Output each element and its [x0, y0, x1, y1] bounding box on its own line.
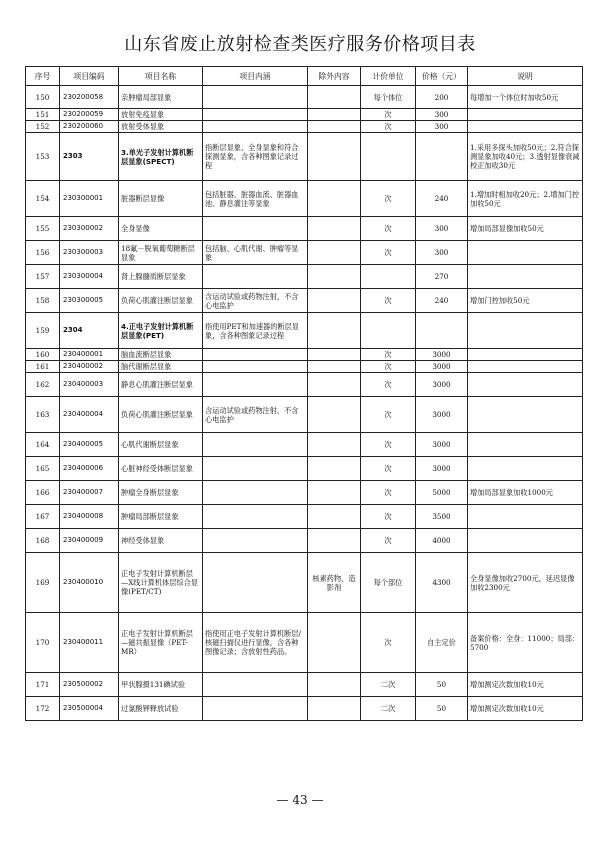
row-number: 161 [26, 361, 60, 373]
note [468, 121, 583, 133]
pricing-unit: 次 [361, 121, 416, 133]
row-number: 169 [26, 553, 60, 613]
header-excluded: 除外内容 [308, 67, 361, 86]
price: 50 [416, 673, 468, 697]
row-number: 165 [26, 457, 60, 481]
item-name: 3.单光子发射计算机断层显象(SPECT) [119, 133, 203, 181]
pricing-unit: 次 [361, 361, 416, 373]
excluded-content [308, 217, 361, 241]
excluded-content [308, 481, 361, 505]
price: 200 [416, 86, 468, 109]
page-number: — 43 — [276, 793, 324, 807]
pricing-unit: 次 [361, 397, 416, 433]
item-name: 甲状腺摄131碘试验 [119, 673, 203, 697]
item-code: 230400004 [60, 397, 119, 433]
item-name: 4.正电子发射计算机断层显象(PET) [119, 313, 203, 349]
item-code: 230400001 [60, 349, 119, 361]
table-row [26, 673, 583, 697]
note: 1.采用多探头加收50元；2.符合探测显象加收40元；3.透射显像衰减校正加收30元 [468, 133, 583, 181]
excluded-content [308, 613, 361, 673]
row-number: 155 [26, 217, 60, 241]
note: 备案价格：全身：11000；局部：5700 [468, 613, 583, 673]
item-name: 心肌代谢断层显象 [119, 433, 203, 457]
pricing-unit: 次 [361, 181, 416, 217]
note: 1.增加时相加收20元；2.增加门控加收50元 [468, 181, 583, 217]
table-row [26, 181, 583, 217]
table-header-row [26, 67, 583, 86]
price: 5000 [416, 481, 468, 505]
item-name: 脏器断层显像 [119, 181, 203, 217]
table-row [26, 361, 583, 373]
table-row [26, 265, 583, 289]
price: 50 [416, 697, 468, 721]
item-code: 230400003 [60, 373, 119, 397]
note: 每增加一个体位时加收50元 [468, 86, 583, 109]
price: 4300 [416, 553, 468, 613]
item-code: 2303 [60, 133, 119, 181]
price: 270 [416, 265, 468, 289]
table-row [26, 241, 583, 265]
note: 增加门控加收50元 [468, 289, 583, 313]
note: 增加局部显像加收50元 [468, 217, 583, 241]
item-content [203, 121, 308, 133]
item-code: 230400009 [60, 529, 119, 553]
pricing-unit [361, 265, 416, 289]
item-name: 过氯酸钾释放试验 [119, 697, 203, 721]
pricing-unit: 次 [361, 241, 416, 265]
item-name: 正电子发射计算机断层—磁共振显像（PET-MR） [119, 613, 203, 673]
row-number: 157 [26, 265, 60, 289]
excluded-content [308, 457, 361, 481]
item-name: 静息心肌灌注断层显象 [119, 373, 203, 397]
item-content: 指使用PET和加速器的断层显象，含各种图象记录过程 [203, 313, 308, 349]
item-name: 肾上腺髓质断层显象 [119, 265, 203, 289]
excluded-content [308, 313, 361, 349]
item-content [203, 457, 308, 481]
row-number: 152 [26, 121, 60, 133]
item-code: 230400002 [60, 361, 119, 373]
price: 3000 [416, 457, 468, 481]
pricing-unit: 次 [361, 109, 416, 121]
excluded-content [308, 433, 361, 457]
pricing-unit: 次 [361, 529, 416, 553]
item-code: 230400008 [60, 505, 119, 529]
row-number: 163 [26, 397, 60, 433]
item-code: 230300003 [60, 241, 119, 265]
note: 全身显像加收2700元，延迟显像加收2300元 [468, 553, 583, 613]
item-name: 18氟－脱氧葡萄糖断层显象 [119, 241, 203, 265]
table-row [26, 553, 583, 613]
item-content [203, 505, 308, 529]
price: 300 [416, 241, 468, 265]
note [468, 373, 583, 397]
pricing-unit: 次 [361, 217, 416, 241]
table-row [26, 289, 583, 313]
excluded-content [308, 265, 361, 289]
note [468, 529, 583, 553]
item-code: 230300001 [60, 181, 119, 217]
excluded-content [308, 86, 361, 109]
price: 240 [416, 181, 468, 217]
row-number: 168 [26, 529, 60, 553]
table-row [26, 505, 583, 529]
item-content: 指使用正电子发射计算机断层/核磁扫描仪进行显像，含各种图像记录；含放射性药品。 [203, 613, 308, 673]
pricing-unit [361, 133, 416, 181]
item-content [203, 373, 308, 397]
price: 3500 [416, 505, 468, 529]
pricing-unit: 次 [361, 457, 416, 481]
table-row [26, 397, 583, 433]
item-name: 心脏神经受体断层显象 [119, 457, 203, 481]
item-code: 2304 [60, 313, 119, 349]
item-code: 230300005 [60, 289, 119, 313]
excluded-content [308, 361, 361, 373]
note [468, 433, 583, 457]
price: 4000 [416, 529, 468, 553]
row-number: 151 [26, 109, 60, 121]
item-name: 正电子发射计算机断层—X线计算机体层综合显像(PET/CT) [119, 553, 203, 613]
item-code: 230300002 [60, 217, 119, 241]
item-name: 脑血流断层显象 [119, 349, 203, 361]
item-content: 指断层显象、全身显象和符合探测显象，含各种图象记录过程 [203, 133, 308, 181]
row-number: 156 [26, 241, 60, 265]
pricing-unit: 每个体位 [361, 86, 416, 109]
note [468, 505, 583, 529]
row-number: 150 [26, 86, 60, 109]
row-number: 172 [26, 697, 60, 721]
table-row [26, 121, 583, 133]
item-code: 230500002 [60, 673, 119, 697]
table-row [26, 313, 583, 349]
table-body [26, 86, 583, 721]
item-content [203, 217, 308, 241]
excluded-content [308, 673, 361, 697]
price: 300 [416, 109, 468, 121]
header-name: 项目名称 [119, 67, 203, 86]
table-row [26, 86, 583, 109]
header-price: 价格（元） [416, 67, 468, 86]
item-content [203, 481, 308, 505]
table-row [26, 457, 583, 481]
table-row [26, 613, 583, 673]
item-code: 230500004 [60, 697, 119, 721]
table-row [26, 217, 583, 241]
excluded-content [308, 109, 361, 121]
item-code: 230400011 [60, 613, 119, 673]
pricing-unit: 次 [361, 613, 416, 673]
table-row [26, 133, 583, 181]
price: 自主定价 [416, 613, 468, 673]
table-row [26, 349, 583, 361]
excluded-content [308, 289, 361, 313]
item-content [203, 433, 308, 457]
header-no: 序号 [26, 67, 60, 86]
item-name: 脑代谢断层显象 [119, 361, 203, 373]
header-code: 项目编码 [60, 67, 119, 86]
excluded-content [308, 505, 361, 529]
row-number: 171 [26, 673, 60, 697]
table-row [26, 481, 583, 505]
item-code: 230200060 [60, 121, 119, 133]
table-row [26, 109, 583, 121]
price [416, 313, 468, 349]
note: 增加测定次数加收10元 [468, 673, 583, 697]
item-code: 230200058 [60, 86, 119, 109]
item-name: 全身显像 [119, 217, 203, 241]
item-code: 230400006 [60, 457, 119, 481]
item-content [203, 86, 308, 109]
excluded-content [308, 373, 361, 397]
pricing-unit: 次 [361, 481, 416, 505]
price [416, 133, 468, 181]
row-number: 158 [26, 289, 60, 313]
item-content [203, 553, 308, 613]
item-name: 肿瘤局部断层显象 [119, 505, 203, 529]
pricing-unit: 每个部位 [361, 553, 416, 613]
table-row [26, 529, 583, 553]
note [468, 397, 583, 433]
pricing-unit: 次 [361, 289, 416, 313]
row-number: 170 [26, 613, 60, 673]
excluded-content [308, 397, 361, 433]
note: 增加测定次数加收10元 [468, 697, 583, 721]
item-name: 负荷心肌灌注断层显象 [119, 397, 203, 433]
excluded-content [308, 529, 361, 553]
excluded-content [308, 241, 361, 265]
pricing-unit: 次 [361, 349, 416, 361]
note [468, 313, 583, 349]
excluded-content: 核素药物，造影剂 [308, 553, 361, 613]
header-content: 项目内涵 [203, 67, 308, 86]
price: 3000 [416, 349, 468, 361]
item-content [203, 349, 308, 361]
note [468, 265, 583, 289]
header-unit: 计价单位 [361, 67, 416, 86]
item-content: 包括脑、心肌代谢、肿瘤等显象 [203, 241, 308, 265]
item-name: 负荷心肌灌注断层显象 [119, 289, 203, 313]
excluded-content [308, 181, 361, 217]
table-row [26, 697, 583, 721]
excluded-content [308, 133, 361, 181]
note: 增加局部显象加收1000元 [468, 481, 583, 505]
item-code: 230200059 [60, 109, 119, 121]
row-number: 160 [26, 349, 60, 361]
row-number: 159 [26, 313, 60, 349]
excluded-content [308, 349, 361, 361]
row-number: 166 [26, 481, 60, 505]
item-name: 神经受体显象 [119, 529, 203, 553]
note [468, 361, 583, 373]
row-number: 167 [26, 505, 60, 529]
row-number: 153 [26, 133, 60, 181]
page-title: 山东省废止放射检查类医疗服务价格项目表 [124, 34, 476, 55]
row-number: 164 [26, 433, 60, 457]
item-content [203, 361, 308, 373]
row-number: 154 [26, 181, 60, 217]
price: 300 [416, 121, 468, 133]
pricing-unit [361, 313, 416, 349]
price-table [25, 66, 583, 721]
pricing-unit: 次 [361, 373, 416, 397]
row-number: 162 [26, 373, 60, 397]
item-code: 230400007 [60, 481, 119, 505]
item-content: 含运动试验或药物注射，不含心电监护 [203, 397, 308, 433]
note [468, 241, 583, 265]
price: 3000 [416, 361, 468, 373]
item-name: 放射免疫显象 [119, 109, 203, 121]
pricing-unit: 二次 [361, 697, 416, 721]
item-content [203, 109, 308, 121]
note [468, 349, 583, 361]
pricing-unit: 二次 [361, 673, 416, 697]
pricing-unit: 次 [361, 505, 416, 529]
item-content [203, 265, 308, 289]
price: 300 [416, 217, 468, 241]
excluded-content [308, 121, 361, 133]
price: 3000 [416, 373, 468, 397]
item-code: 230300004 [60, 265, 119, 289]
note [468, 457, 583, 481]
item-code: 230400010 [60, 553, 119, 613]
table-row [26, 373, 583, 397]
price: 240 [416, 289, 468, 313]
item-content [203, 697, 308, 721]
item-name: 亲肿瘤局部显象 [119, 86, 203, 109]
header-note: 说明 [468, 67, 583, 86]
item-content: 包括脏器、脏器血流、脏器血池、静息灌注等显象 [203, 181, 308, 217]
item-content [203, 529, 308, 553]
item-content [203, 673, 308, 697]
table-row [26, 433, 583, 457]
item-code: 230400005 [60, 433, 119, 457]
item-content: 含运动试验或药物注射，不含心电监护 [203, 289, 308, 313]
note [468, 109, 583, 121]
price: 3000 [416, 397, 468, 433]
excluded-content [308, 697, 361, 721]
item-name: 放射受体显象 [119, 121, 203, 133]
item-name: 肿瘤全身断层显象 [119, 481, 203, 505]
price: 3000 [416, 433, 468, 457]
pricing-unit: 次 [361, 433, 416, 457]
